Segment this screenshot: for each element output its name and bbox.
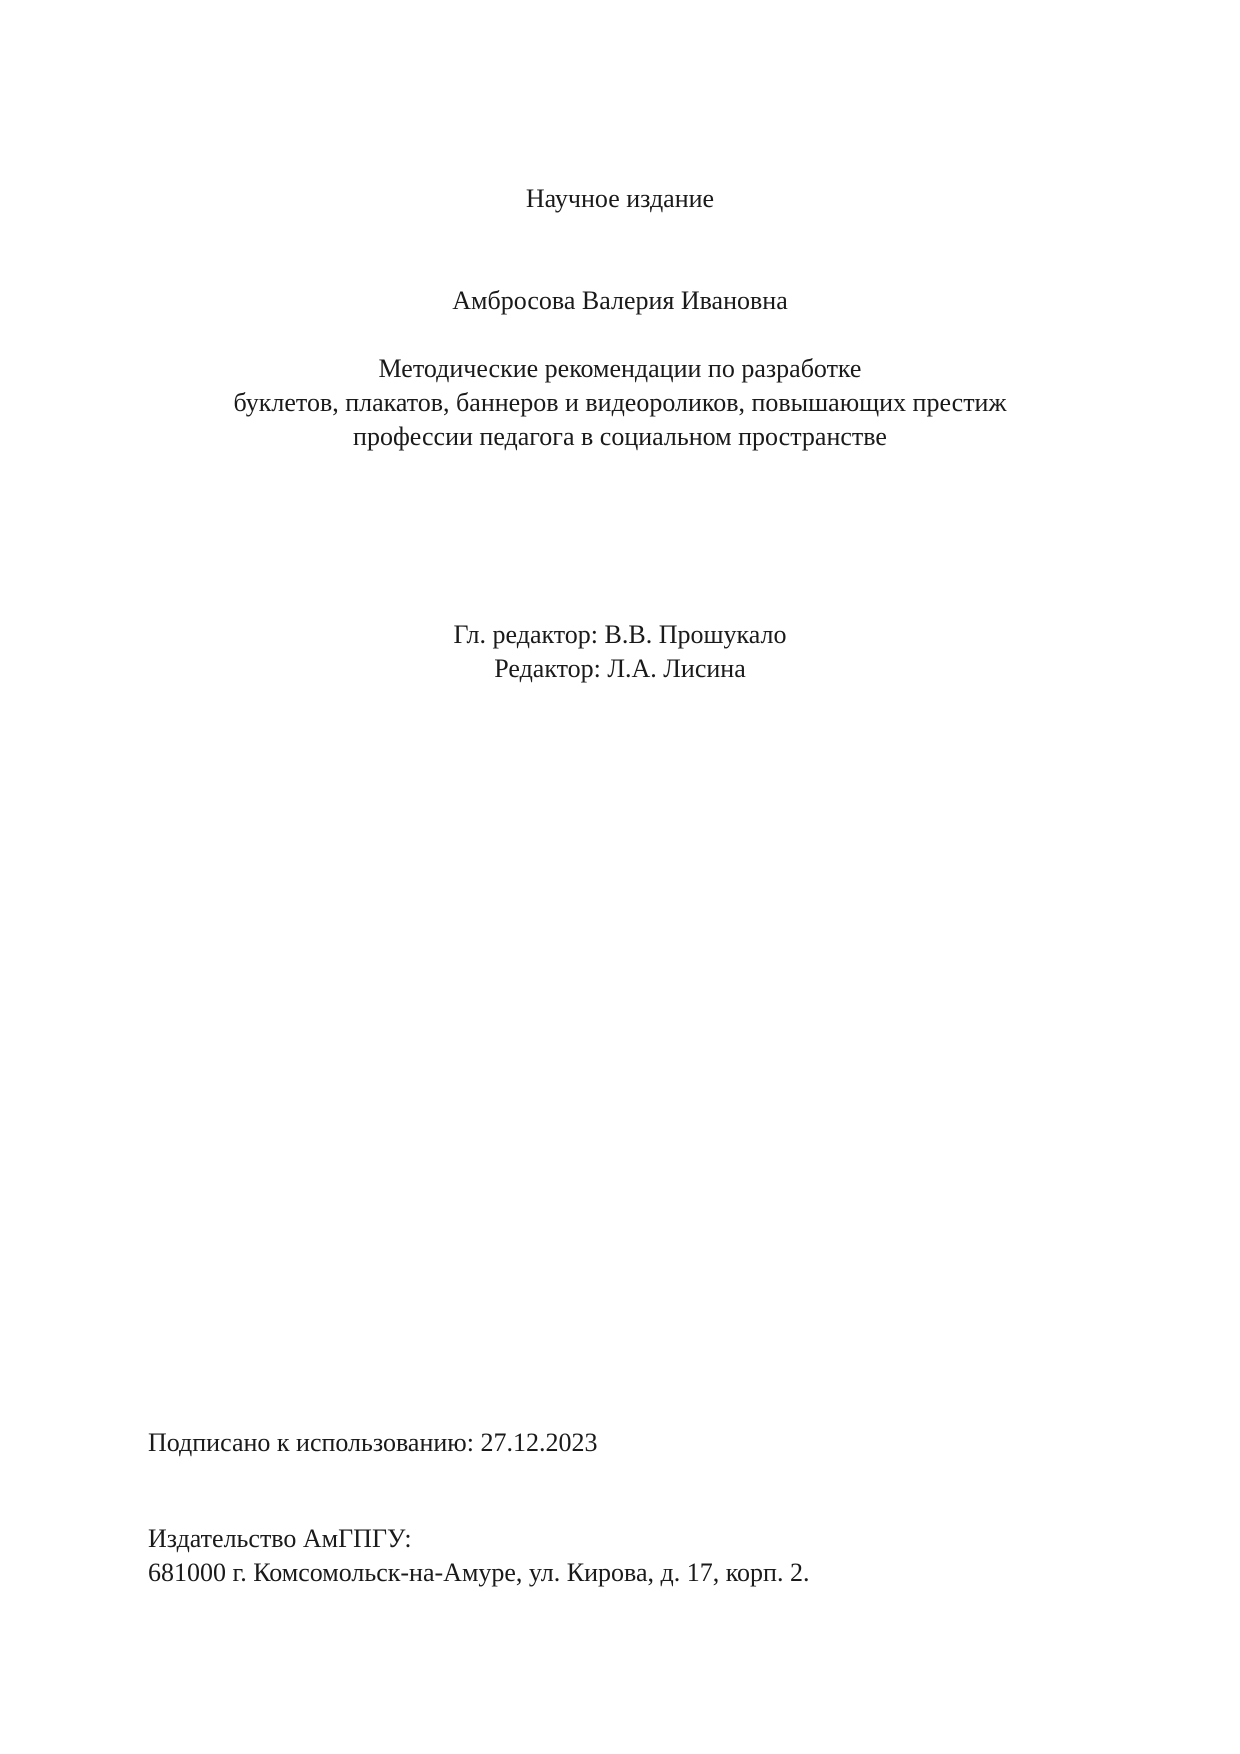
document-title <box>0 352 1240 454</box>
signed-date: Подписано к использованию: 27.12.2023 <box>148 1428 598 1457</box>
publisher-name: Издательство АмГПГУ: <box>148 1524 412 1553</box>
editor: Редактор: Л.А. Лисина <box>494 654 746 683</box>
publisher-block <box>148 1522 809 1590</box>
editors-block <box>0 618 1240 686</box>
author-name: Амбросова Валерия Ивановна <box>452 286 788 315</box>
title-line: буклетов, плакатов, баннеров и видеороликов, повышающих престиж <box>233 388 1007 417</box>
edition-type: Научное издание <box>525 184 715 213</box>
publisher-address: 681000 г. Комсомольск-на-Амуре, ул. Кирова, д. 17, корп. 2. <box>148 1558 810 1587</box>
chief-editor: Гл. редактор: В.В. Прошукало <box>453 620 787 649</box>
title-line: Методические рекомендации по разработке <box>378 354 862 383</box>
title-line: профессии педагога в социальном пространстве <box>353 422 887 451</box>
